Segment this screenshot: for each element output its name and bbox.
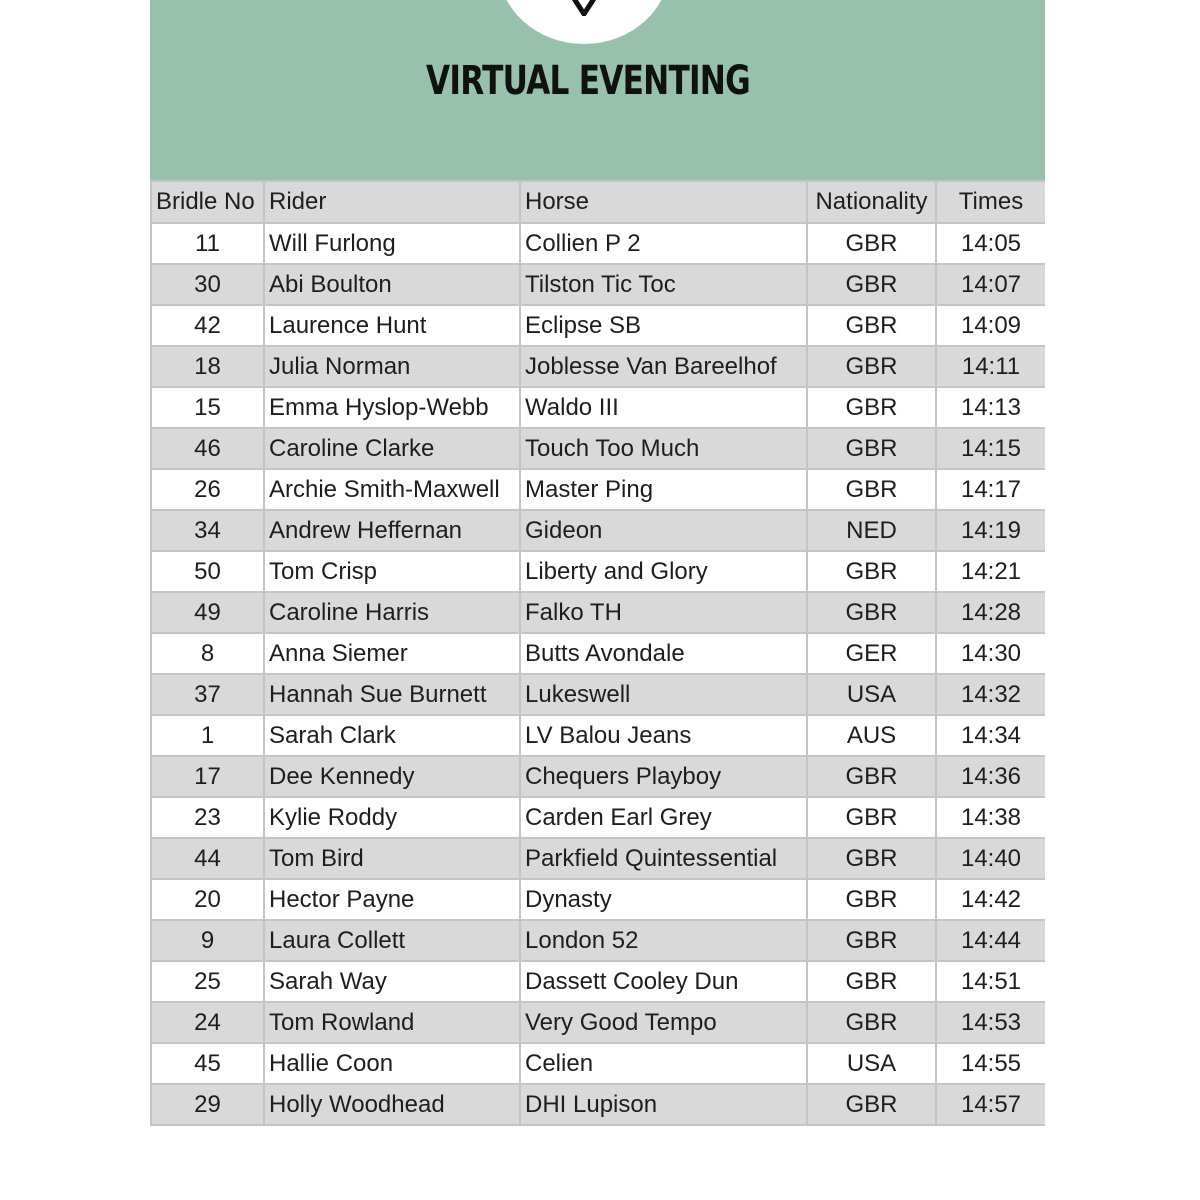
bridle-no-cell: 49: [151, 592, 264, 633]
time-cell: 14:05: [936, 223, 1045, 264]
time-cell: 14:17: [936, 469, 1045, 510]
time-cell: 14:11: [936, 346, 1045, 387]
bridle-no-cell: 42: [151, 305, 264, 346]
bridle-no-cell: 50: [151, 551, 264, 592]
time-cell: 14:53: [936, 1002, 1045, 1043]
table-row: [151, 756, 1045, 797]
nationality-cell: GBR: [807, 469, 936, 510]
nationality-cell: GBR: [807, 346, 936, 387]
horse-cell: London 52: [520, 920, 807, 961]
rider-cell: Laurence Hunt: [264, 305, 520, 346]
horse-cell: Liberty and Glory: [520, 551, 807, 592]
rider-cell: Caroline Clarke: [264, 428, 520, 469]
horse-cell: Gideon: [520, 510, 807, 551]
rider-cell: Hallie Coon: [264, 1043, 520, 1084]
rider-cell: Tom Crisp: [264, 551, 520, 592]
table-row: [151, 879, 1045, 920]
table-row: [151, 961, 1045, 1002]
nationality-cell: GBR: [807, 551, 936, 592]
table-row: [151, 1002, 1045, 1043]
bridle-no-cell: 20: [151, 879, 264, 920]
table-row: [151, 592, 1045, 633]
horse-cell: Chequers Playboy: [520, 756, 807, 797]
table-row: [151, 1084, 1045, 1125]
rider-cell: Kylie Roddy: [264, 797, 520, 838]
table-row: [151, 510, 1045, 551]
horse-cell: Waldo III: [520, 387, 807, 428]
rider-cell: Abi Boulton: [264, 264, 520, 305]
time-cell: 14:19: [936, 510, 1045, 551]
start-list-sheet: [150, 0, 1045, 1200]
table-row: [151, 346, 1045, 387]
table-row: [151, 715, 1045, 756]
horse-cell: Falko TH: [520, 592, 807, 633]
time-cell: 14:38: [936, 797, 1045, 838]
horse-cell: Collien P 2: [520, 223, 807, 264]
bridle-no-cell: 30: [151, 264, 264, 305]
horse-cell: Carden Earl Grey: [520, 797, 807, 838]
table-row: [151, 387, 1045, 428]
time-cell: 14:30: [936, 633, 1045, 674]
bridle-no-cell: 24: [151, 1002, 264, 1043]
table-row: [151, 797, 1045, 838]
time-cell: 14:44: [936, 920, 1045, 961]
rider-cell: Will Furlong: [264, 223, 520, 264]
time-cell: 14:09: [936, 305, 1045, 346]
rider-cell: Andrew Heffernan: [264, 510, 520, 551]
time-cell: 14:21: [936, 551, 1045, 592]
nationality-cell: GBR: [807, 838, 936, 879]
nationality-cell: GBR: [807, 920, 936, 961]
bridle-no-cell: 15: [151, 387, 264, 428]
rider-cell: Laura Collett: [264, 920, 520, 961]
header-banner: [150, 0, 1045, 180]
rider-cell: Sarah Way: [264, 961, 520, 1002]
table-row: [151, 838, 1045, 879]
horse-cell: Joblesse Van Bareelhof: [520, 346, 807, 387]
bridle-no-cell: 18: [151, 346, 264, 387]
horse-cell: Butts Avondale: [520, 633, 807, 674]
column-header-times: Times: [936, 181, 1045, 223]
column-header-horse: Horse: [520, 181, 807, 223]
horse-cell: Parkfield Quintessential: [520, 838, 807, 879]
rider-cell: Archie Smith-Maxwell: [264, 469, 520, 510]
table-row: [151, 469, 1045, 510]
start-times-table: [150, 180, 1045, 1126]
horse-cell: Dynasty: [520, 879, 807, 920]
table-row: [151, 920, 1045, 961]
rider-cell: Hannah Sue Burnett: [264, 674, 520, 715]
rider-cell: Holly Woodhead: [264, 1084, 520, 1125]
nationality-cell: USA: [807, 674, 936, 715]
horse-cell: LV Balou Jeans: [520, 715, 807, 756]
bridle-no-cell: 44: [151, 838, 264, 879]
table-row: [151, 1043, 1045, 1084]
horse-cell: Lukeswell: [520, 674, 807, 715]
table-row: [151, 428, 1045, 469]
nationality-cell: GBR: [807, 592, 936, 633]
time-cell: 14:36: [936, 756, 1045, 797]
bridle-no-cell: 25: [151, 961, 264, 1002]
rider-cell: Anna Siemer: [264, 633, 520, 674]
nationality-cell: GBR: [807, 264, 936, 305]
rider-cell: Emma Hyslop-Webb: [264, 387, 520, 428]
table-row: [151, 305, 1045, 346]
time-cell: 14:42: [936, 879, 1045, 920]
table-row: [151, 223, 1045, 264]
column-header-rider: Rider: [264, 181, 520, 223]
logo-badge: [498, 0, 670, 44]
rider-cell: Sarah Clark: [264, 715, 520, 756]
rider-cell: Dee Kennedy: [264, 756, 520, 797]
nationality-cell: GBR: [807, 797, 936, 838]
horse-cell: Master Ping: [520, 469, 807, 510]
time-cell: 14:55: [936, 1043, 1045, 1084]
time-cell: 14:15: [936, 428, 1045, 469]
horse-cell: Eclipse SB: [520, 305, 807, 346]
nationality-cell: GBR: [807, 428, 936, 469]
horse-cell: DHI Lupison: [520, 1084, 807, 1125]
table-row: [151, 264, 1045, 305]
bridle-no-cell: 11: [151, 223, 264, 264]
rider-cell: Tom Rowland: [264, 1002, 520, 1043]
horse-cell: Dassett Cooley Dun: [520, 961, 807, 1002]
time-cell: 14:28: [936, 592, 1045, 633]
nationality-cell: GBR: [807, 879, 936, 920]
bridle-no-cell: 9: [151, 920, 264, 961]
table-row: [151, 551, 1045, 592]
bridle-no-cell: 29: [151, 1084, 264, 1125]
rider-cell: Hector Payne: [264, 879, 520, 920]
time-cell: 14:32: [936, 674, 1045, 715]
bridle-no-cell: 1: [151, 715, 264, 756]
time-cell: 14:13: [936, 387, 1045, 428]
nationality-cell: GBR: [807, 961, 936, 1002]
nationality-cell: GER: [807, 633, 936, 674]
table-row: [151, 633, 1045, 674]
time-cell: 14:51: [936, 961, 1045, 1002]
bridle-no-cell: 46: [151, 428, 264, 469]
bridle-no-cell: 37: [151, 674, 264, 715]
bridle-no-cell: 8: [151, 633, 264, 674]
nationality-cell: GBR: [807, 305, 936, 346]
table-header-row: [151, 181, 1045, 223]
time-cell: 14:40: [936, 838, 1045, 879]
table-row: [151, 674, 1045, 715]
horse-cell: Touch Too Much: [520, 428, 807, 469]
time-cell: 14:57: [936, 1084, 1045, 1125]
nationality-cell: GBR: [807, 1084, 936, 1125]
bridle-no-cell: 17: [151, 756, 264, 797]
bridle-no-cell: 45: [151, 1043, 264, 1084]
nationality-cell: GBR: [807, 223, 936, 264]
rider-cell: Tom Bird: [264, 838, 520, 879]
page-title: VIRTUAL EVENTING: [426, 58, 750, 104]
time-cell: 14:34: [936, 715, 1045, 756]
bridle-no-cell: 26: [151, 469, 264, 510]
rider-cell: Julia Norman: [264, 346, 520, 387]
rider-cell: Caroline Harris: [264, 592, 520, 633]
bridle-no-cell: 34: [151, 510, 264, 551]
nationality-cell: USA: [807, 1043, 936, 1084]
bridle-no-cell: 23: [151, 797, 264, 838]
nationality-cell: AUS: [807, 715, 936, 756]
horse-cell: Very Good Tempo: [520, 1002, 807, 1043]
column-header-nationality: Nationality: [807, 181, 936, 223]
column-header-bridle-no: Bridle No: [151, 181, 264, 223]
nationality-cell: GBR: [807, 387, 936, 428]
time-cell: 14:07: [936, 264, 1045, 305]
horse-cell: Tilston Tic Toc: [520, 264, 807, 305]
nationality-cell: GBR: [807, 1002, 936, 1043]
nationality-cell: GBR: [807, 756, 936, 797]
nationality-cell: NED: [807, 510, 936, 551]
logo-v-icon: [568, 0, 600, 16]
horse-cell: Celien: [520, 1043, 807, 1084]
